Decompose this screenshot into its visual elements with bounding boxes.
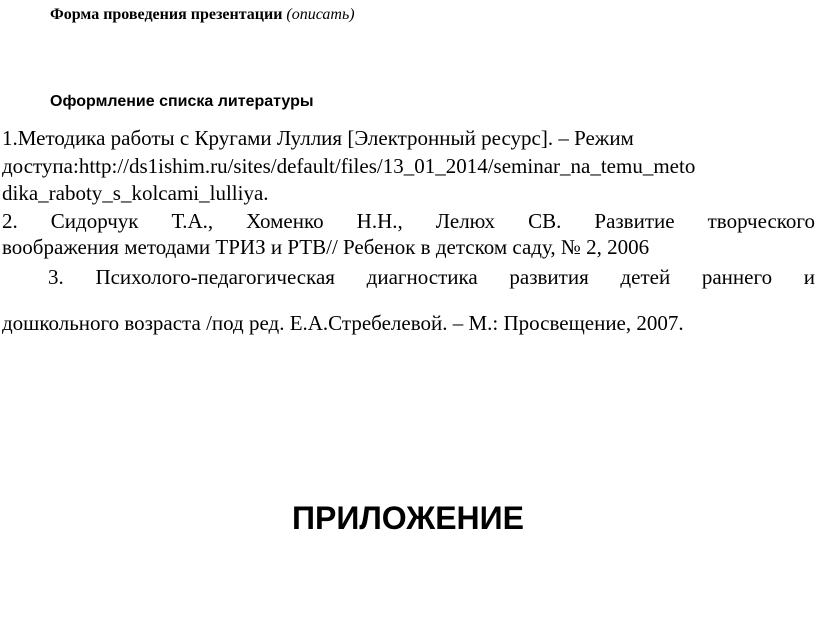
reference-1-line-2: доступа:http://ds1ishim.ru/sites/default/files/13_01_2014/seminar_na_temu_meto: [2, 154, 696, 178]
reference-3-line-2: дошкольного возраста /под ред. Е.А.Стребелевой. – М.: Просвещение, 2007.: [2, 311, 684, 335]
presentation-form-note: (описать): [286, 6, 355, 23]
reference-2-line-2: воображения методами ТРИЗ и РТВ// Ребенок в детском саду, № 2, 2006: [2, 235, 650, 259]
reference-1-line-1: 1.Методика работы с Кругами Луллия [Электронный ресурс]. – Режим: [2, 126, 634, 150]
reference-1-line-3: dika_raboty_s_kolcami_lulliya.: [2, 181, 269, 205]
references-heading: Оформление списка литературы: [50, 93, 314, 110]
presentation-form-label: Форма проведения презентации: [50, 6, 283, 23]
appendix-title: ПРИЛОЖЕНИЕ: [292, 500, 524, 536]
reference-2-line-1: 2. Сидорчук Т.А., Хоменко Н.Н., Лелюх СВ. Развитие творческого: [2, 209, 815, 233]
presentation-form-heading: [50, 5, 355, 25]
reference-3-line-1: 3. Психолого-педагогическая диагностика развития детей раннего и: [48, 265, 815, 289]
